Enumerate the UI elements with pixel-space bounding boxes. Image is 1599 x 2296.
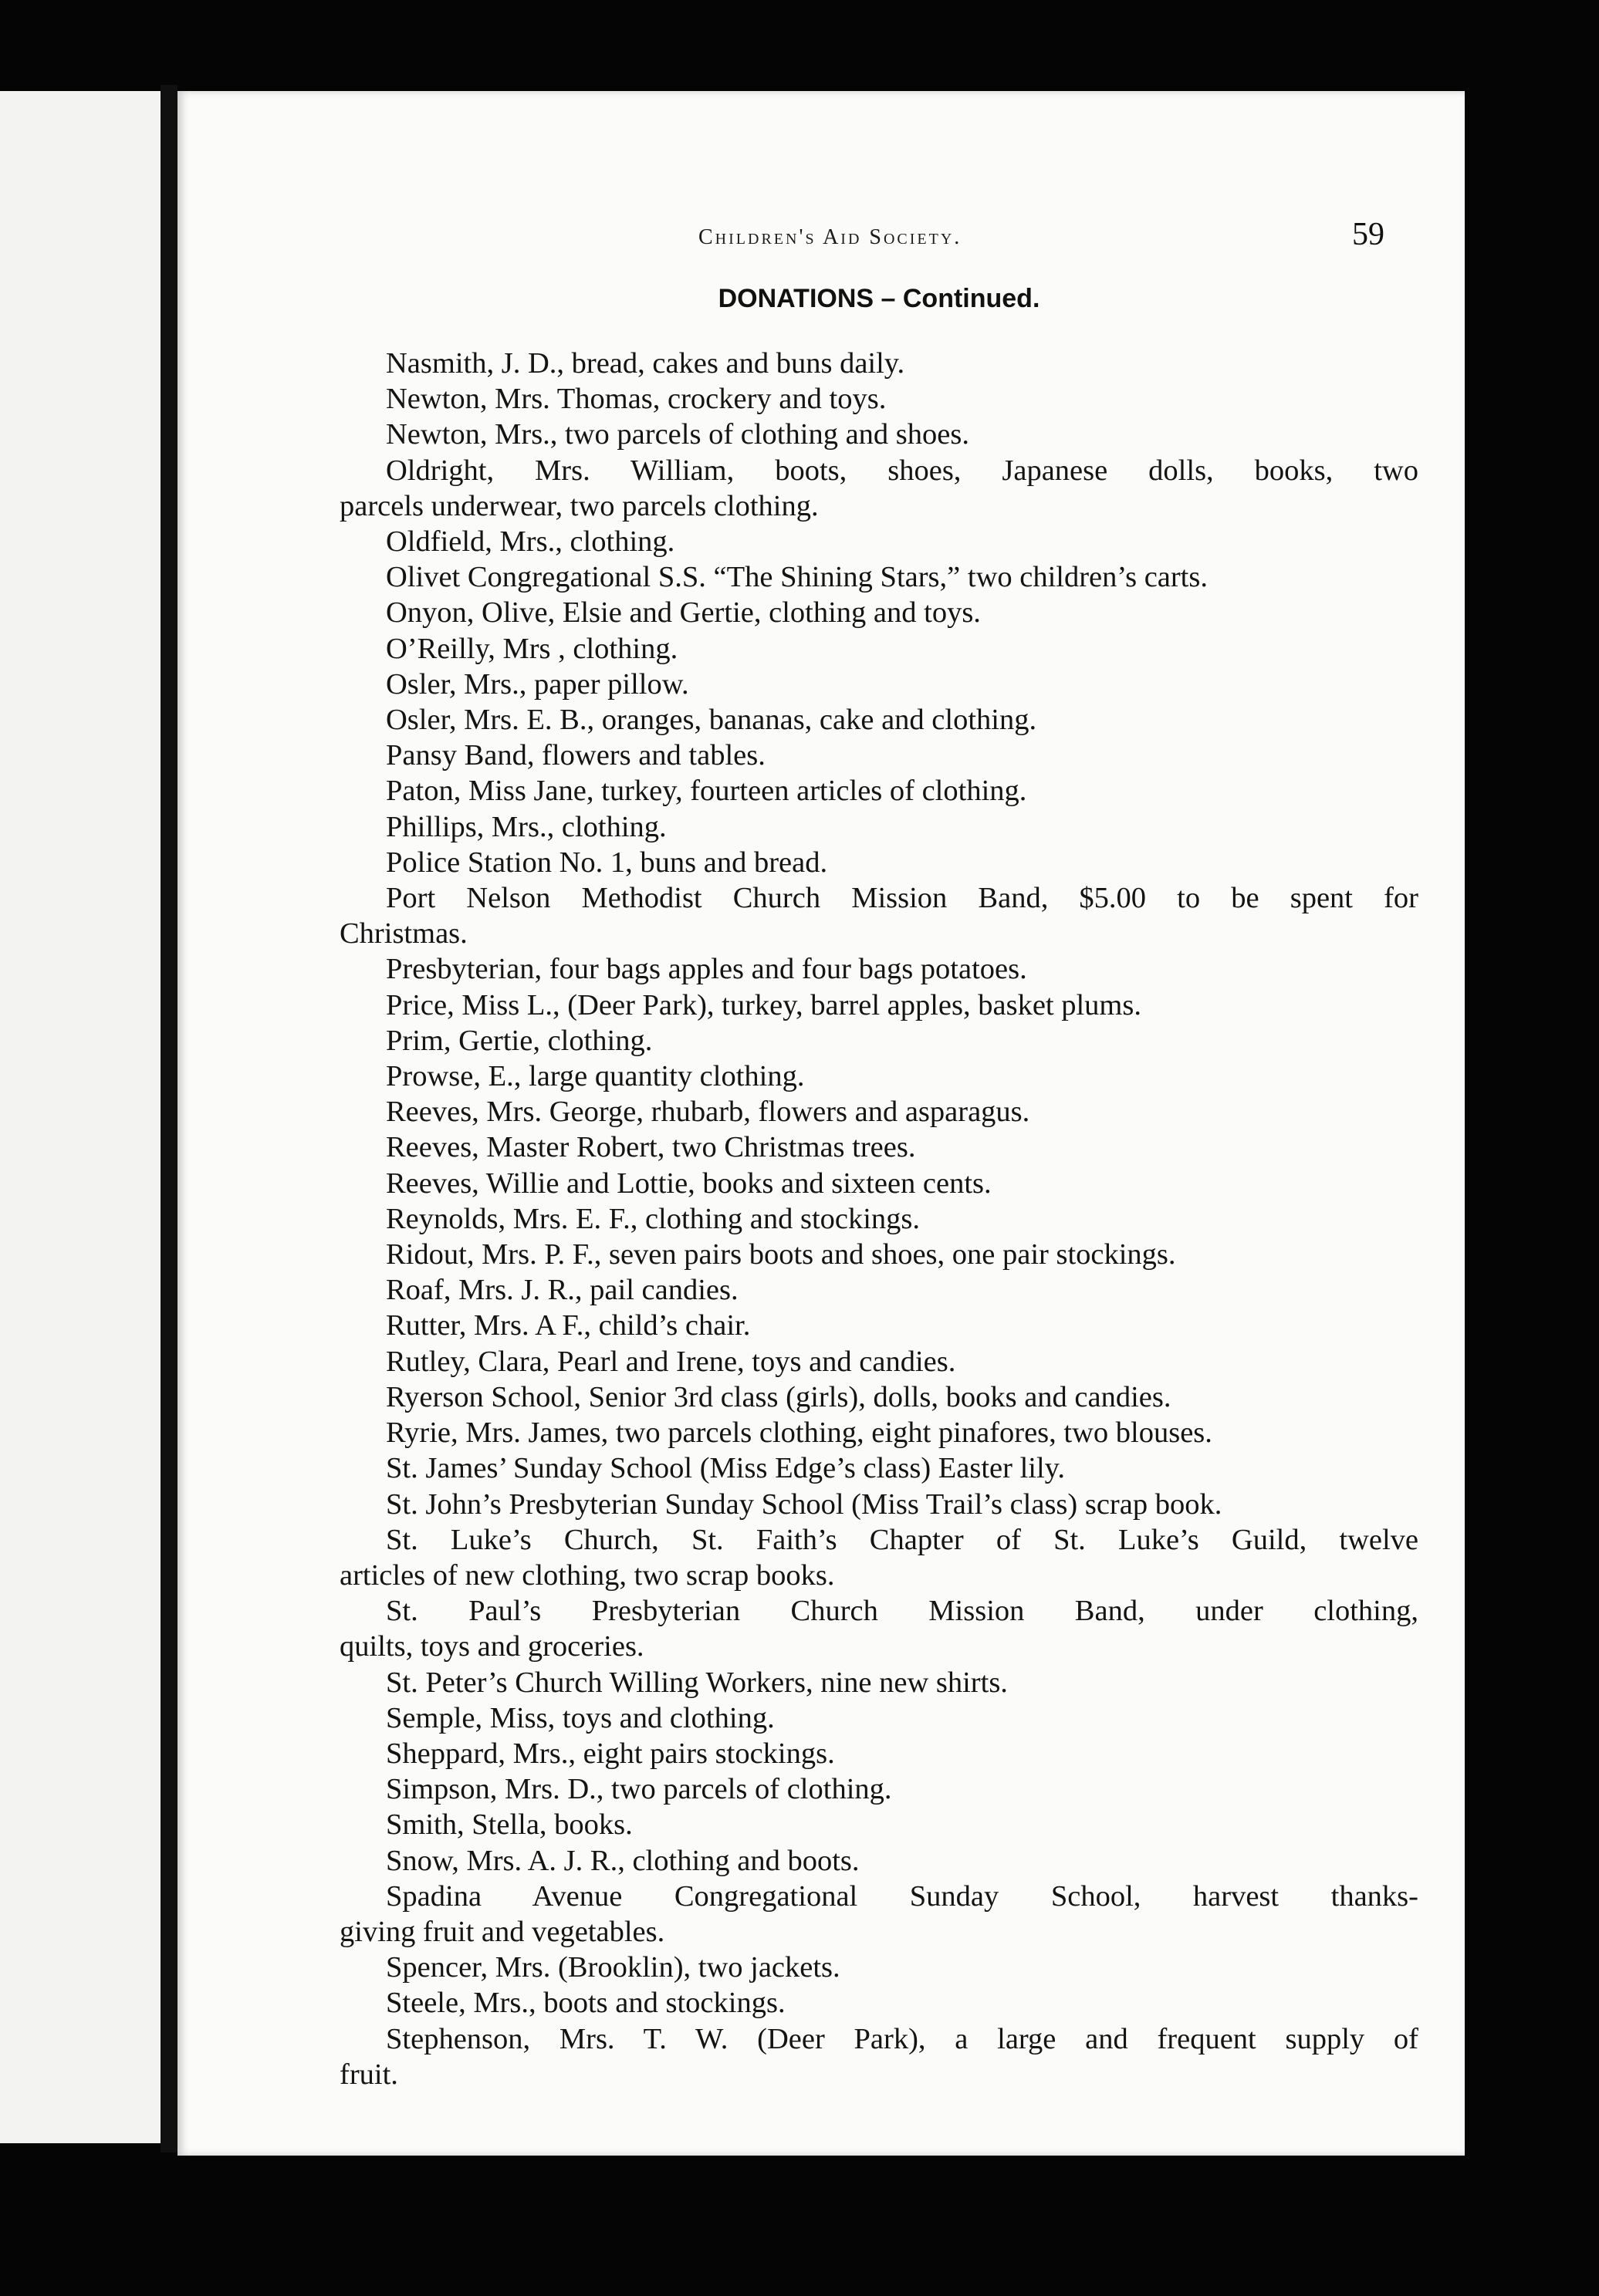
entry-line: Police Station No. 1, buns and bread. <box>386 846 828 879</box>
entry-line: Phillips, Mrs., clothing. <box>386 810 667 843</box>
facing-page-edge <box>0 91 162 2143</box>
document-page <box>177 91 1465 2156</box>
entry-line: Osler, Mrs., paper pillow. <box>386 667 689 701</box>
entry-line: Roaf, Mrs. J. R., pail candies. <box>386 1274 739 1307</box>
entry-continuation: Christmas. <box>340 917 468 950</box>
list-item <box>386 773 1418 809</box>
entry-line: Nasmith, J. D., bread, cakes and buns daily. <box>386 347 905 380</box>
entry-line: St. James’ Sunday School (Miss Edge’s class) Easter lily. <box>386 1452 1066 1485</box>
list-item <box>386 1736 1418 1771</box>
entry-line: Presbyterian, four bags apples and four bags potatoes. <box>386 953 1027 986</box>
entry-line: Paton, Miss Jane, turkey, fourteen articles of clothing. <box>386 775 1027 808</box>
list-item <box>386 1344 1418 1379</box>
list-item <box>386 1700 1418 1736</box>
page-number: 59 <box>1352 217 1384 252</box>
list-item <box>386 381 1418 417</box>
entry-line: Price, Miss L., (Deer Park), turkey, barrel apples, basket plums. <box>386 988 1141 1021</box>
entry-line: Snow, Mrs. A. J. R., clothing and boots. <box>386 1844 860 1877</box>
list-item <box>386 1665 1418 1700</box>
list-item <box>386 845 1418 880</box>
list-item <box>386 346 1418 381</box>
entry-line: St. Peter’s Church Willing Workers, nine new shirts. <box>386 1666 1008 1699</box>
entry-line: Ryrie, Mrs. James, two parcels clothing, eight pinafores, two blouses. <box>386 1416 1212 1450</box>
list-item <box>386 1166 1418 1201</box>
entry-line: Onyon, Olive, Elsie and Gertie, clothing and toys. <box>386 596 981 630</box>
list-item <box>386 667 1418 702</box>
entry-line: Prim, Gertie, clothing. <box>386 1024 653 1057</box>
entry-line: Ryerson School, Senior 3rd class (girls), dolls, books and candies. <box>386 1380 1171 1413</box>
list-item <box>386 1023 1418 1059</box>
section-heading: DONATIONS – Continued. <box>718 284 1040 313</box>
list-item <box>386 1950 1418 1985</box>
list-item <box>386 1807 1418 1842</box>
list-item <box>386 809 1418 845</box>
list-item <box>386 1237 1418 1272</box>
list-item <box>340 2021 1418 2092</box>
entry-line: Spencer, Mrs. (Brooklin), two jackets. <box>386 1951 840 1984</box>
list-item <box>340 1522 1418 1593</box>
list-item <box>340 1593 1418 1664</box>
entry-line: Smith, Stella, books. <box>386 1808 633 1842</box>
book-gutter <box>161 85 177 2152</box>
entry-line: St. Paul’s Presbyterian Church Mission Band, under clothing, <box>386 1595 1418 1628</box>
entry-line: Ridout, Mrs. P. F., seven pairs boots and shoes, one pair stockings. <box>386 1238 1176 1271</box>
entry-line: Rutley, Clara, Pearl and Irene, toys and candies. <box>386 1345 956 1378</box>
list-item <box>340 880 1418 951</box>
list-item <box>386 631 1418 667</box>
entry-line: Reeves, Master Robert, two Christmas trees. <box>386 1131 916 1164</box>
entry-continuation: parcels underwear, two parcels clothing. <box>340 489 819 522</box>
list-item <box>386 417 1418 452</box>
entry-line: Osler, Mrs. E. B., oranges, bananas, cake and clothing. <box>386 704 1037 737</box>
entry-line: Oldfield, Mrs., clothing. <box>386 525 675 559</box>
list-item <box>386 595 1418 630</box>
list-item <box>386 951 1418 987</box>
entry-line: Simpson, Mrs. D., two parcels of clothing. <box>386 1773 892 1806</box>
entry-line: Olivet Congregational S.S. “The Shining Stars,” two children’s carts. <box>386 561 1208 594</box>
list-item <box>386 1201 1418 1237</box>
entry-line: O’Reilly, Mrs , clothing. <box>386 632 678 665</box>
entry-line: Steele, Mrs., boots and stockings. <box>386 1987 786 2020</box>
list-item <box>386 1450 1418 1486</box>
list-item <box>386 1129 1418 1165</box>
list-item <box>386 1985 1418 2021</box>
list-item <box>386 702 1418 738</box>
entry-line: Oldright, Mrs. William, boots, shoes, Japanese dolls, books, two <box>386 454 1418 487</box>
entry-continuation: quilts, toys and groceries. <box>340 1630 644 1663</box>
entry-line: Reynolds, Mrs. E. F., clothing and stockings. <box>386 1202 921 1235</box>
list-item <box>386 1308 1418 1343</box>
list-item <box>386 738 1418 773</box>
list-item <box>386 1059 1418 1094</box>
list-item <box>386 988 1418 1023</box>
list-item <box>386 524 1418 559</box>
list-item <box>340 453 1418 524</box>
entry-line: Prowse, E., large quantity clothing. <box>386 1060 805 1093</box>
entry-line: Semple, Miss, toys and clothing. <box>386 1701 775 1734</box>
list-item <box>386 1094 1418 1129</box>
list-item <box>340 1879 1418 1950</box>
running-title: Children's Aid Society. <box>698 225 962 249</box>
entry-continuation: giving fruit and vegetables. <box>340 1915 665 1948</box>
entry-continuation: fruit. <box>340 2058 398 2091</box>
list-item <box>386 1272 1418 1308</box>
entry-line: Reeves, Willie and Lottie, books and sixteen cents. <box>386 1167 992 1200</box>
entry-line: Rutter, Mrs. A F., child’s chair. <box>386 1309 751 1342</box>
entry-line: Newton, Mrs., two parcels of clothing and shoes. <box>386 418 969 451</box>
donation-list <box>340 346 1418 2092</box>
entry-line: Reeves, Mrs. George, rhubarb, flowers and asparagus. <box>386 1096 1030 1129</box>
list-item <box>386 1379 1418 1415</box>
entry-line: Pansy Band, flowers and tables. <box>386 739 766 772</box>
list-item <box>386 1843 1418 1879</box>
list-item <box>386 559 1418 595</box>
list-item <box>386 1771 1418 1807</box>
entry-line: Port Nelson Methodist Church Mission Band, $5.00 to be spent for <box>386 882 1418 915</box>
list-item <box>386 1415 1418 1450</box>
list-item <box>386 1487 1418 1522</box>
entry-line: Spadina Avenue Congregational Sunday School, harvest thanks- <box>386 1879 1418 1913</box>
entry-continuation: articles of new clothing, two scrap books. <box>340 1558 835 1592</box>
entry-line: St. John’s Presbyterian Sunday School (Miss Trail’s class) scrap book. <box>386 1487 1222 1521</box>
running-header <box>177 214 1465 261</box>
entry-line: Sheppard, Mrs., eight pairs stockings. <box>386 1737 835 1770</box>
entry-line: Stephenson, Mrs. T. W. (Deer Park), a large and frequent supply of <box>386 2022 1418 2055</box>
entry-line: Newton, Mrs. Thomas, crockery and toys. <box>386 383 887 416</box>
entry-line: St. Luke’s Church, St. Faith’s Chapter of St. Luke’s Guild, twelve <box>386 1523 1418 1556</box>
